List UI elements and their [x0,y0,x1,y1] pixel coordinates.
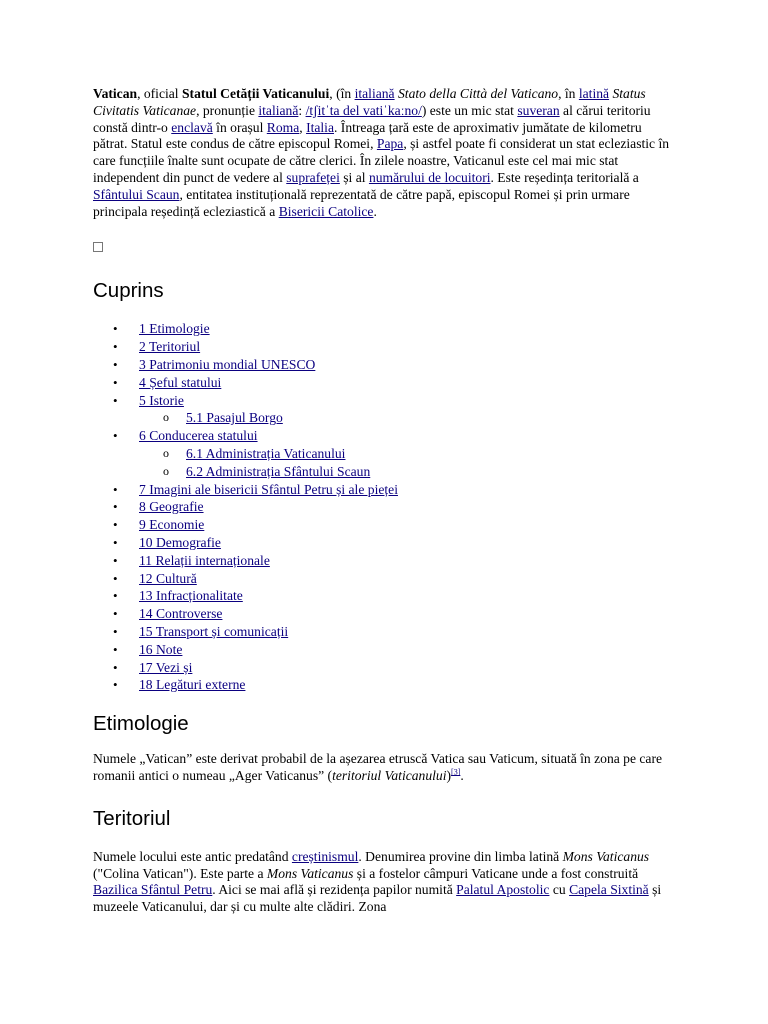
bold-text: Statul Cetății Vaticanului [181,86,330,101]
toc-item [93,623,673,641]
toc-link[interactable]: 5 Istorie [139,392,184,408]
toc-item [93,427,673,445]
toc-item [93,534,673,552]
text-run: Numele „Vatican” este derivat probabil de la așezarea etruscă Vatica sau Vaticum, situată în zona pe care romanii antici o numeau „Ager Vaticanus” ( [93,751,663,783]
text-run: , [299,119,307,135]
toc-link[interactable]: 1 Etimologie [139,321,210,337]
inline-link[interactable]: Palatul Apostolic [456,882,550,898]
text-run: . Denumirea provine din limba latină [358,848,563,864]
text-run: . Aici se mai află și rezidența papilor numită [212,882,457,898]
inline-link[interactable]: suprafeței [286,169,340,185]
inline-link[interactable]: Bisericii Catolice [278,203,374,219]
inline-link[interactable]: italiană [354,86,395,101]
text-run: cu [549,882,570,898]
inline-link[interactable]: latină [578,86,610,101]
text-run: , și astfel poate fi considerat un stat ecleziastic în care funcțiile înalte sunt ocupate de către clerici. În zilele noastre, Vaticanul este cel mai mic stat independent din punct de vedere al [93,136,670,185]
toc-link[interactable]: 4 Șeful statului [139,374,222,390]
text-run: și muzeele Vaticanului, dar și cu multe alte clădiri. Zona [93,882,662,915]
toc-link[interactable]: 18 Legături externe [139,677,246,693]
text-run: al cărui teritoriu constă dintr-o [93,102,651,135]
inline-link[interactable]: enclavă [171,119,213,135]
intro-paragraph [93,86,673,220]
italic-text: teritoriul Vaticanului [332,767,447,783]
text-run: , în [558,86,579,101]
article [93,86,673,916]
inline-link[interactable]: creștinismul [291,848,359,864]
italic-text: Mons Vaticanus [266,865,354,881]
toc-link[interactable]: 2 Teritoriul [139,339,201,355]
inline-link[interactable]: numărului de locuitori [368,169,491,185]
toc-link[interactable]: 9 Economie [139,517,205,533]
toc-link[interactable]: 6 Conducerea statului [139,428,258,444]
inline-link[interactable]: Roma [266,119,300,135]
broken-image-icon[interactable] [93,242,103,252]
toc-link[interactable]: 10 Demografie [139,534,221,550]
text-run: ("Colina Vatican"). Este parte a [93,865,267,881]
italic-text: Status Civitatis Vaticanae [93,86,646,118]
toc-link[interactable]: 15 Transport și comunicații [139,623,289,639]
toc-item [93,676,673,694]
toc-item [93,498,673,516]
text-run: în orașul [212,119,267,135]
toc-item [93,552,673,570]
toc-link[interactable]: 6.2 Administrația Sfântului Scaun [186,463,371,479]
toc-heading: Cuprins [93,279,164,303]
text-run: ) este un mic stat [421,102,518,118]
text-run: . [460,767,464,783]
section-heading-teritoriul: Teritoriul [93,806,171,830]
text-run: , entitatea instituțională reprezentată de către papă, episcopul Romei și prin urmare principala reședință ecleziastică a [93,186,630,219]
italic-text: Mons Vaticanus [562,848,650,864]
text-run: . Întreaga țară este de aproximativ jumătate de kilometru pătrat. Statul este condus de către episcopul Romei, [93,119,642,152]
toc-link[interactable]: 12 Cultură [139,570,197,586]
toc-item [93,356,673,374]
toc-item [93,641,673,659]
toc-item [93,463,673,481]
toc-item [93,516,673,534]
etimologie-paragraph [93,751,673,785]
reference [451,767,460,776]
toc-item [93,587,673,605]
reference-link[interactable]: [3] [451,767,461,777]
toc-link[interactable]: 17 Vezi și [139,659,193,675]
italic-text: Stato della Città del Vaticano [398,86,559,101]
text-run: Numele locului este antic predatând [93,848,292,864]
teritoriul-paragraph [93,849,673,916]
toc-item [93,659,673,677]
toc-item [93,570,673,588]
inline-link[interactable]: Bazilica Sfântul Petru [93,882,213,898]
bold-text: Vatican [93,86,138,101]
text-run: și a fostelor câmpuri Vaticane unde a fost construită [353,865,639,881]
toc-link[interactable]: 16 Note [139,641,183,657]
text-run: ) [446,767,452,783]
inline-link[interactable]: Sfântului Scaun [93,186,180,202]
text-run: , pronunție [196,102,259,118]
text-run: : [298,102,306,118]
toc-item [93,374,673,392]
inline-link[interactable]: Capela Sixtină [569,882,649,898]
toc-item [93,605,673,623]
text-run: , (în [329,86,355,101]
toc-link[interactable]: 7 Imagini ale bisericii Sfântul Petru și ale pieței [139,481,398,497]
toc-link[interactable]: 3 Patrimoniu mondial UNESCO [139,356,316,372]
section-heading-etimologie: Etimologie [93,712,189,736]
inline-link[interactable]: Italia [306,119,334,135]
toc-link[interactable]: 11 Relații internaționale [139,552,270,568]
toc-item [93,445,673,463]
toc-item [93,409,673,427]
toc-item [93,392,673,410]
toc-link[interactable]: 13 Infracționalitate [139,588,243,604]
toc-item [93,481,673,499]
toc-link[interactable]: 6.1 Administrația Vaticanului [186,445,346,461]
text-run: și al [339,169,369,185]
toc-item [93,320,673,338]
toc-list [93,320,673,694]
inline-link[interactable]: Papa [376,136,404,152]
toc-item [93,338,673,356]
toc-link[interactable]: 14 Controverse [139,606,223,622]
inline-link[interactable]: italiană [258,102,299,118]
text-run: , oficial [137,86,182,101]
toc-link[interactable]: 5.1 Pasajul Borgo [186,410,283,426]
inline-link[interactable]: /tʃitˈta del vatiˈkaːno/ [305,102,422,118]
toc-link[interactable]: 8 Geografie [139,499,204,515]
text-run: . Este reședința teritorială a [490,169,639,185]
inline-link[interactable]: suveran [517,102,560,118]
text-run: . [373,203,377,219]
